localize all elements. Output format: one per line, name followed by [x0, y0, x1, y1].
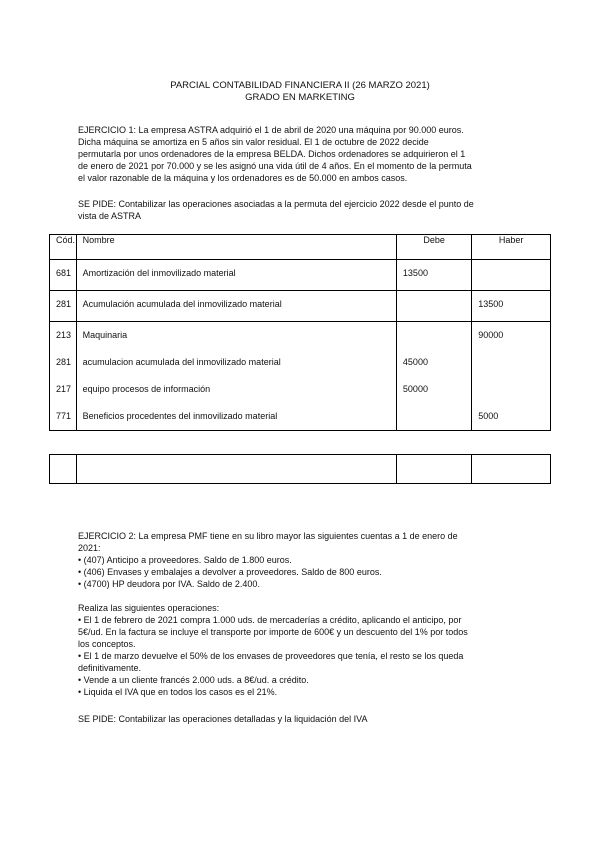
statement-line: Dicha máquina se amortiza en 5 años sin valor residual. El 1 de octubre de 2022 decide: [78, 137, 429, 147]
cell-nombre: Acumulación acumulada del inmovilizado material: [82, 299, 282, 309]
operation-line: 5€/ud. En la factura se incluye el transporte por importe de 600€ y un descuento del 1% por todos: [78, 627, 468, 637]
cell-cod: 281: [56, 357, 72, 367]
exercise-2-intro: [78, 530, 524, 590]
operation-line: los conceptos.: [78, 639, 136, 649]
cell-haber: [478, 376, 544, 403]
exercise-2-task: [78, 713, 524, 725]
cell-debe: 45000: [402, 357, 428, 367]
cell-debe: [403, 403, 465, 430]
exercise-1-statement: [78, 124, 524, 184]
cell-cod: 217: [56, 384, 72, 394]
table-header-row: [50, 235, 551, 260]
document-header: [0, 80, 600, 104]
account-item: • (4700) HP deudora por IVA. Saldo de 2.400.: [78, 579, 260, 589]
intro-line: 2021:: [78, 543, 101, 553]
table-row: [50, 260, 551, 291]
task-line: vista de ASTRA: [78, 211, 142, 221]
empty-answer-table: [49, 454, 551, 484]
cell-haber: 13500: [478, 299, 504, 309]
operation-line: • Vende a un cliente francés 2.000 uds. a 8€/ud. a crédito.: [78, 675, 309, 685]
empty-cell: [472, 455, 551, 484]
document-title: PARCIAL CONTABILIDAD FINANCIERA II (26 MARZO 2021): [170, 80, 430, 91]
cell-nombre: acumulacion acumulada del inmovilizado material: [82, 357, 281, 367]
header-haber: Haber: [472, 235, 551, 260]
cell-haber: 90000: [478, 330, 504, 340]
journal-entry-table: [49, 234, 551, 431]
task-line: SE PIDE: Contabilizar las operaciones detalladas y la liquidación del IVA: [78, 714, 368, 724]
cell-haber: [478, 349, 544, 376]
cell-cod: 681: [56, 268, 72, 278]
cell-debe: 13500: [402, 268, 428, 278]
statement-line: de enero de 2021 por 70.000 y se les asignó una vida útil de 4 años. En el momento de la permuta: [78, 161, 472, 171]
cell-debe: 50000: [402, 384, 428, 394]
empty-cell: [76, 455, 396, 484]
operation-line: • Liquida el IVA que en todos los casos es el 21%.: [78, 687, 278, 697]
account-item: • (407) Anticipo a proveedores. Saldo de 1.800 euros.: [78, 555, 292, 565]
empty-row: [50, 455, 551, 484]
cell-cod: 213: [56, 330, 72, 340]
document-subtitle: GRADO EN MARKETING: [245, 92, 355, 103]
table-row: [50, 322, 551, 431]
empty-cell: [396, 455, 471, 484]
header-cod: Cód.: [50, 235, 77, 260]
cell-nombre: Maquinaria: [82, 330, 128, 340]
statement-line: permutarla por unos ordenadores de la empresa BELDA. Dichos ordenadores se adquirieron el 1: [78, 149, 466, 159]
header-debe: Debe: [396, 235, 471, 260]
operation-line: • El 1 de marzo devuelve el 50% de los envases de proveedores que tenía, el resto se los queda: [78, 651, 464, 661]
cell-haber: [478, 260, 544, 287]
cell-nombre: equipo procesos de información: [82, 384, 211, 394]
account-item: • (406) Envases y embalajes a devolver a proveedores. Saldo de 800 euros.: [78, 567, 382, 577]
exercise-2-operations: [78, 602, 524, 698]
cell-nombre: Beneficios procedentes del inmovilizado material: [82, 411, 278, 421]
operation-line: definitivamente.: [78, 663, 142, 673]
cell-cod: 771: [56, 411, 72, 421]
operation-line: • El 1 de febrero de 2021 compra 1.000 uds. de mercaderías a crédito, aplicando el anticipo, por: [78, 615, 462, 625]
header-nombre: Nombre: [76, 235, 396, 260]
exercise-1-task: [78, 198, 524, 222]
statement-line: el valor razonable de la máquina y los ordenadores es de 50.000 en ambos casos.: [78, 173, 408, 183]
cell-debe: [403, 291, 465, 318]
operations-title: Realiza las siguientes operaciones:: [78, 603, 220, 613]
task-line: SE PIDE: Contabilizar las operaciones asociadas a la permuta del ejercicio 2022 desde el punto de: [78, 199, 474, 209]
cell-debe: [403, 322, 465, 349]
table-row: [50, 291, 551, 322]
intro-line: EJERCICIO 2: La empresa PMF tiene en su libro mayor las siguientes cuentas a 1 de enero de: [78, 531, 458, 541]
statement-line: EJERCICIO 1: La empresa ASTRA adquirió el 1 de abril de 2020 una máquina por 90.000 euros.: [78, 125, 464, 135]
cell-haber: 5000: [478, 411, 499, 421]
cell-cod: 281: [56, 299, 72, 309]
cell-nombre: Amortización del inmovilizado material: [82, 268, 236, 278]
empty-cell: [50, 455, 77, 484]
